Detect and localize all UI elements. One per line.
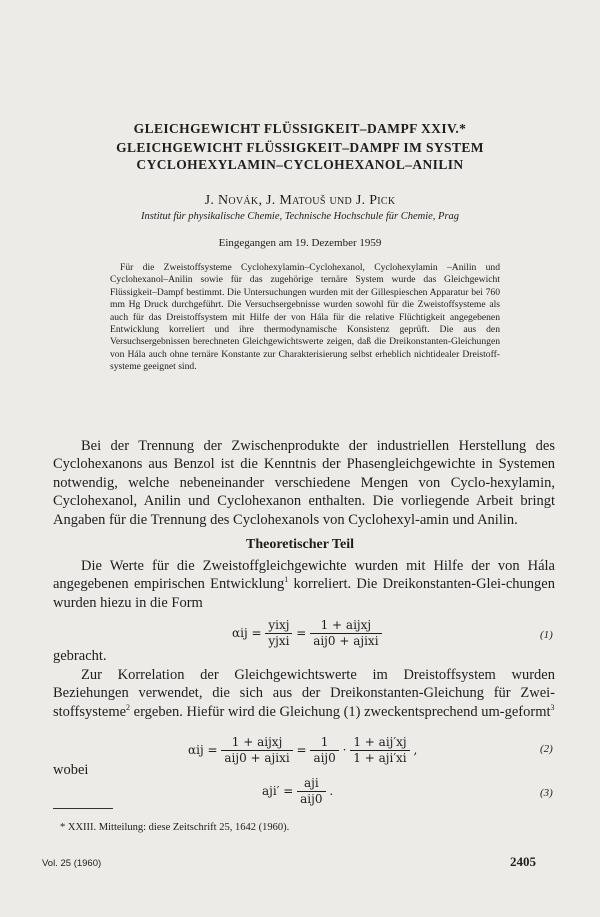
eq2-fraction-1	[221, 735, 292, 766]
eq2-den-3: 1 + aji′xi	[353, 751, 407, 765]
paragraph-1-text-a: Die Werte für die Zweistoffgleichgewichte wurden mit Hilfe der von Hála angegebenen empirischen Entwicklung	[53, 558, 555, 593]
eq2-fraction-2	[310, 735, 338, 766]
paragraph-2	[53, 666, 555, 721]
eq2-fraction-3	[350, 735, 409, 766]
eq1-den-2: aij0 + ajixi	[313, 634, 379, 648]
title-line-3: CYCLOHEXYLAMIN–CYCLOHEXANOL–ANILIN	[136, 157, 464, 172]
equation-2	[188, 735, 417, 766]
eq2-dot: ·	[342, 743, 347, 757]
eq1-num-1: yixj	[265, 618, 292, 634]
wobei-text: wobei	[53, 762, 89, 778]
eq2-tail: ,	[413, 743, 418, 757]
eq2-den-2: aij0	[313, 751, 336, 765]
equation-3	[262, 776, 333, 807]
footnote-ref-1: 1	[284, 575, 289, 585]
eq1-fraction-1	[265, 618, 292, 649]
footnote-rule	[53, 808, 113, 809]
eq2-lhs: αij =	[188, 743, 218, 757]
equation-2-number: (2)	[540, 743, 553, 755]
volume-label: Vol. 25 (1960)	[42, 858, 102, 869]
eq1-num-2: 1 + aijxj	[310, 618, 381, 634]
institute: Institut für physikalische Chemie, Technische Hochschule für Chemie, Prag	[140, 211, 460, 222]
footnote: * XXIII. Mitteilung: diese Zeitschrift 25, 1642 (1960).	[60, 822, 290, 833]
eq1-den-1: yjxi	[268, 634, 290, 648]
received-date: Eingegangen am 19. Dezember 1959	[218, 237, 382, 249]
gebracht-text: gebracht.	[53, 648, 107, 664]
title-line-1: GLEICHGEWICHT FLÜSSIGKEIT–DAMPF XXIV.*	[133, 121, 467, 136]
eq3-den: aij0	[300, 792, 323, 806]
equation-3-number: (3)	[540, 787, 553, 799]
eq2-num-1: 1 + aijxj	[221, 735, 292, 751]
paragraph-2-text-a: Zur Korrelation der Gleichgewichtswerte im Dreistoffsystem wurden Beziehungen verwendet, die sich aus der Dreikonstanten-Gleichung für Zwei-stoffsysteme	[53, 667, 555, 720]
eq2-num-3: 1 + aij′xj	[350, 735, 409, 751]
intro-paragraph: Bei der Trennung der Zwischenprodukte der industriellen Herstellung des Cyclohexanons aus Benzol ist die Kenntnis der Phasengleichgewichte in Systemen notwendig, welche nebeneinander verschiedene Mengen von Cyclo-hexylamin, Cyclohexanol, Anilin und Cyclohexanon enthalten. Die vorliegende Arbeit bringt Angaben für die Trennung des Cyclohexanols von Cyclohexyl-amin und Anilin.	[53, 438, 555, 528]
footnote-ref-2: 2	[126, 702, 131, 712]
page-number: 2405	[510, 854, 536, 869]
paragraph-2-text-b: ergeben. Hiefür wird die Gleichung (1) zweckentsprechend um-geformt	[130, 703, 551, 720]
paragraph-1-text-b: korreliert. Die Dreikonstanten-Glei-chungen wurden hiezu in die Form	[53, 576, 555, 611]
eq3-tail: .	[329, 784, 334, 798]
eq2-den-1: aij0 + ajixi	[224, 751, 290, 765]
authors: J. Novák, J. Matouš und J. Pick	[204, 193, 396, 208]
eq2-equals: =	[296, 743, 307, 757]
paragraph-1	[53, 557, 555, 612]
eq2-num-2: 1	[310, 735, 338, 751]
eq1-lhs: αij =	[232, 626, 262, 640]
footnote-ref-3: 3	[550, 702, 555, 712]
title-line-2: GLEICHGEWICHT FLÜSSIGKEIT–DAMPF IM SYSTEM	[116, 140, 484, 155]
eq3-num: aji	[297, 776, 325, 792]
equation-1-number: (1)	[540, 629, 553, 641]
eq1-fraction-2	[310, 618, 381, 649]
eq3-lhs: aji′ =	[262, 784, 294, 798]
eq1-equals: =	[296, 626, 307, 640]
equation-1	[232, 618, 382, 649]
section-title: Theoretischer Teil	[246, 537, 354, 552]
eq3-fraction	[297, 776, 325, 807]
abstract: Für die Zweistoffsysteme Cyclohexylamin–Cyclohexanol, Cyclohexylamin –Anilin und Cyclohexanol–Anilin sowie für das zugehörige ternäre System wurde das Gleichgewicht Flüssigkeit–Dampf bestimmt. Die Untersuchungen wurden mit der Gillespieschen Apparatur bei 760 mm Hg Druck durchgeführt. Die Versuchsergebnisse wurden sowohl für die Zweistoffsysteme als auch für das Dreistoffsystem mit Hilfe der von Hála für die relative Flüchtigkeit angegebenen Entwicklung korreliert und ihre thermodynamische Konsistenz geprüft. Die aus den Versuchsergebnissen berechneten Gleichgewichtswerte zeigen, daß die Dreikonstanten-Gleichungen von Hála auch ohne ternäre Konstante zur Charakterisierung selbst erheblich nichtidealer Dreistoff-systeme geeignet sind.	[110, 262, 500, 373]
